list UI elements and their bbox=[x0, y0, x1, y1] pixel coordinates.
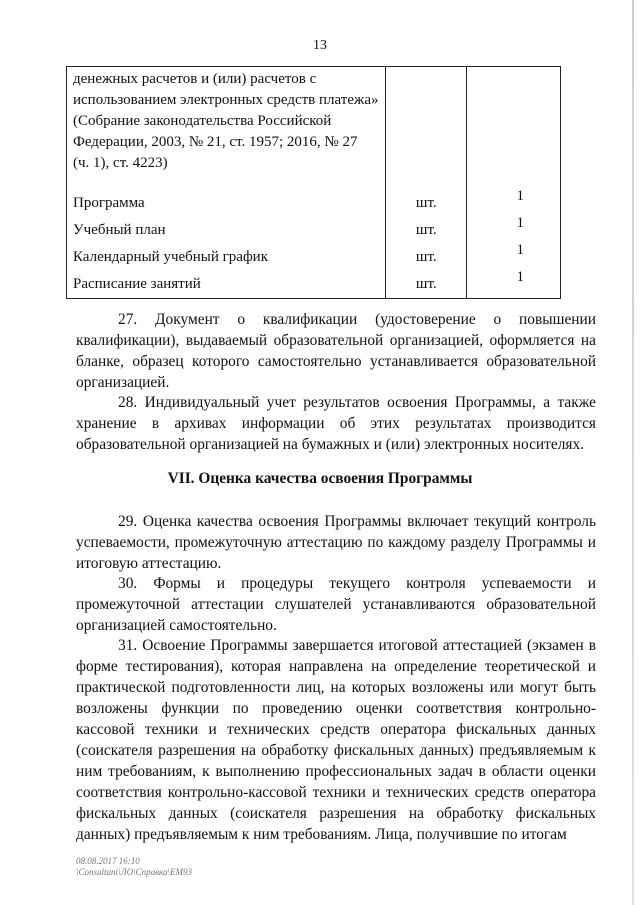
table-row bbox=[67, 67, 561, 299]
paragraph-27: 27. Документ о квалификации (удостоверение о повышении квалификации), выдаваемый образовательной организацией, оформляется на бланке, образец которого самостоятельно устанавливается образовательной организацией. bbox=[76, 311, 596, 391]
documents-table bbox=[66, 66, 561, 299]
intro-line: использованием электронных средств платежа» bbox=[73, 92, 379, 108]
stamp-line: 08.08.2017 16:10 bbox=[76, 856, 140, 866]
item-unit: шт. bbox=[415, 276, 437, 292]
item-name-column bbox=[67, 67, 386, 299]
section-heading: VII. Оценка качества освоения Программы bbox=[167, 470, 473, 487]
item-name: Учебный план bbox=[73, 222, 166, 238]
item-unit-column bbox=[386, 67, 467, 299]
item-name: Расписание занятий bbox=[73, 276, 201, 292]
item-qty: 1 bbox=[516, 188, 524, 204]
paragraph-29: 29. Оценка качества освоения Программы включает текущий контроль успеваемости, промежуточную аттестацию по каждому разделу Программы и итоговую аттестацию. bbox=[76, 513, 596, 572]
paragraph-31: 31. Освоение Программы завершается итоговой аттестацией (экзамен в форме тестирования), которая направлена на определение теоретической и практической подготовленности лиц, на которых возложены или могут быть возложены функции по проведению оценки соответствия контрольно-кассовой техники и технических средств оператора фискальных данных (соискателя разрешения на обработку фискальных данных) предъявляемым к ним требованиям, к выполнению профессиональных задач в области оценки соответствия контрольно-кассовой техники и технических средств оператора фискальных данных (соискателя разрешения на обработку фискальных данных) предъявляемым к ним требованиям. Лица, получившие по итогам bbox=[76, 637, 596, 843]
footer-stamp bbox=[76, 856, 192, 878]
item-unit: шт. bbox=[415, 222, 437, 238]
item-qty: 1 bbox=[516, 269, 524, 285]
page-number: 13 bbox=[313, 38, 327, 53]
scan-edge bbox=[632, 0, 634, 905]
intro-line: денежных расчетов и (или) расчетов с bbox=[73, 71, 317, 87]
item-unit: шт. bbox=[415, 249, 437, 265]
item-qty: 1 bbox=[516, 215, 524, 231]
item-qty: 1 bbox=[516, 242, 524, 258]
stamp-line: \Consultant\ЛО\Справка\EM93 bbox=[76, 867, 192, 877]
intro-line: (ч. 1), ст. 4223) bbox=[73, 155, 168, 171]
table-intro-text bbox=[73, 67, 385, 174]
item-name: Календарный учебный график bbox=[73, 249, 268, 265]
paragraph-28: 28. Индивидуальный учет результатов освоения Программы, а также хранение в архивах информации об этих результатах производится образовательной организацией на бумажных и (или) электронных носителях. bbox=[76, 394, 596, 453]
item-name: Программа bbox=[73, 195, 145, 211]
intro-line: (Собрание законодательства Российской bbox=[73, 113, 332, 129]
item-unit: шт. bbox=[415, 195, 437, 211]
item-qty-column bbox=[467, 67, 561, 299]
paragraph-30: 30. Формы и процедуры текущего контроля успеваемости и промежуточной аттестации слушателей устанавливаются образовательной организацией самостоятельно. bbox=[76, 575, 596, 634]
intro-line: Федерации, 2003, № 21, ст. 1957; 2016, № 27 bbox=[73, 134, 358, 150]
